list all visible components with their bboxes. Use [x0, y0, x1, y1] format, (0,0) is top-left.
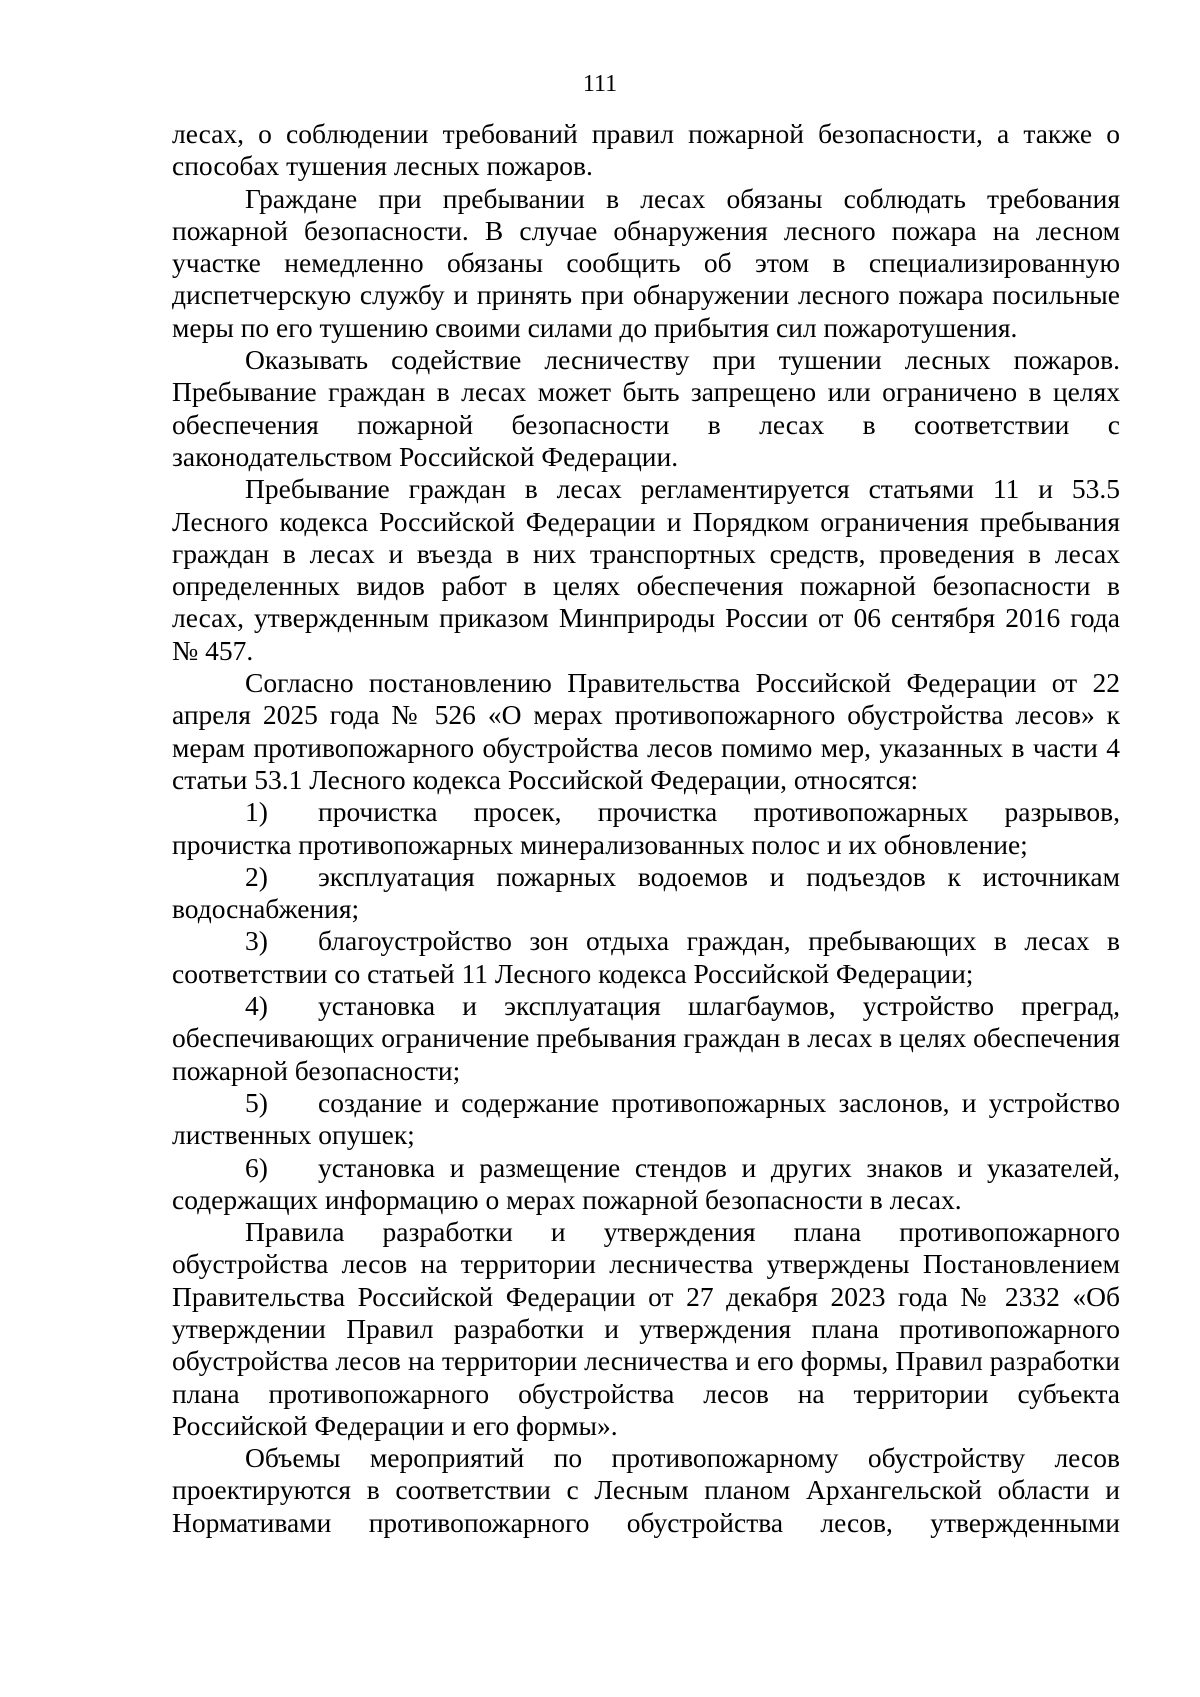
paragraph-regulation: Пребывание граждан в лесах регламентируется статьями 11 и 53.5 Лесного кодекса Российской Федерации и Порядком ограничения пребывания граждан в лесах и въезда в них транспортных средств, проведения в лесах определенных видов работ в целях обеспечения пожарной безопасности в лесах, утвержденным приказом Минприроды России от 06 сентября 2016 года № 457. [172, 473, 1120, 666]
paragraph-decree-526: Согласно постановлению Правительства Российской Федерации от 22 апреля 2025 года № 526 «О мерах противопожарного обустройства лесов» к мерам противопожарного обустройства лесов помимо мер, указанных в части 4 статьи 53.1 Лесного кодекса Российской Федерации, относятся: [172, 667, 1120, 795]
list-item-text: установка и эксплуатация шлагбаумов, устройство преград, обеспечивающих ограничение пребывания граждан в лесах в целях обеспечения пожарной безопасности; [172, 990, 1120, 1086]
list-item [172, 861, 1120, 926]
list-item [172, 990, 1120, 1087]
list-item-number: 4) [245, 990, 268, 1022]
list-item [172, 1152, 1120, 1217]
list-item-text: эксплуатация пожарных водоемов и подъездов к источникам водоснабжения; [172, 860, 1120, 925]
paragraph-volumes: Объемы мероприятий по противопожарному обустройству лесов проектируются в соответствии с Лесным планом Архангельской области и Нормативами противопожарного обустройства лесов, утвержденными [172, 1442, 1120, 1538]
paragraph-assistance: Оказывать содействие лесничеству при тушении лесных пожаров. Пребывание граждан в лесах может быть запрещено или ограничено в целях обеспечения пожарной безопасности в лесах в соответствии с законодательством Российской Федерации. [172, 344, 1120, 472]
list-item [172, 796, 1120, 861]
list-item-text: прочистка просек, прочистка противопожарных разрывов, прочистка противопожарных минерализованных полос и их обновление; [172, 796, 1120, 860]
list-item-number: 1) [245, 796, 268, 828]
list-item-text: установка и размещение стендов и других знаков и указателей, содержащих информацию о мерах пожарной безопасности в лесах. [172, 1151, 1120, 1215]
paragraph-planning-rules: Правила разработки и утверждения плана противопожарного обустройства лесов на территории лесничества утверждены Постановлением Правительства Российской Федерации от 27 декабря 2023 года № 2332 «Об утверждении Правил разработки и утверждения плана противопожарного обустройства лесов на территории лесничества и его формы, Правил разработки плана противопожарного обустройства лесов на территории субъекта Российской Федерации и его формы». [172, 1216, 1120, 1441]
list-item-number: 2) [245, 860, 268, 892]
list-item-number: 5) [245, 1086, 268, 1118]
list-item-text: благоустройство зон отдыха граждан, пребывающих в лесах в соответствии со статьей 11 Лесного кодекса Российской Федерации; [172, 925, 1120, 989]
page-number: 111 [582, 71, 618, 97]
list-item [172, 1087, 1120, 1152]
list-item-number: 6) [245, 1151, 268, 1183]
paragraph-continuation: лесах, о соблюдении требований правил пожарной безопасности, а также о способах тушения лесных пожаров. [172, 118, 1120, 182]
list-item [172, 925, 1120, 990]
paragraph-citizens-duties: Граждане при пребывании в лесах обязаны соблюдать требования пожарной безопасности. В случае обнаружения лесного пожара на лесном участке немедленно обязаны сообщить об этом в специализированную диспетчерскую службу и принять при обнаружении лесного пожара посильные меры по его тушению своими силами до прибытия сил пожаротушения. [172, 182, 1120, 343]
document-body [172, 118, 1120, 1539]
list-item-number: 3) [245, 925, 268, 957]
list-item-text: создание и содержание противопожарных заслонов, и устройство лиственных опушек; [172, 1086, 1120, 1151]
